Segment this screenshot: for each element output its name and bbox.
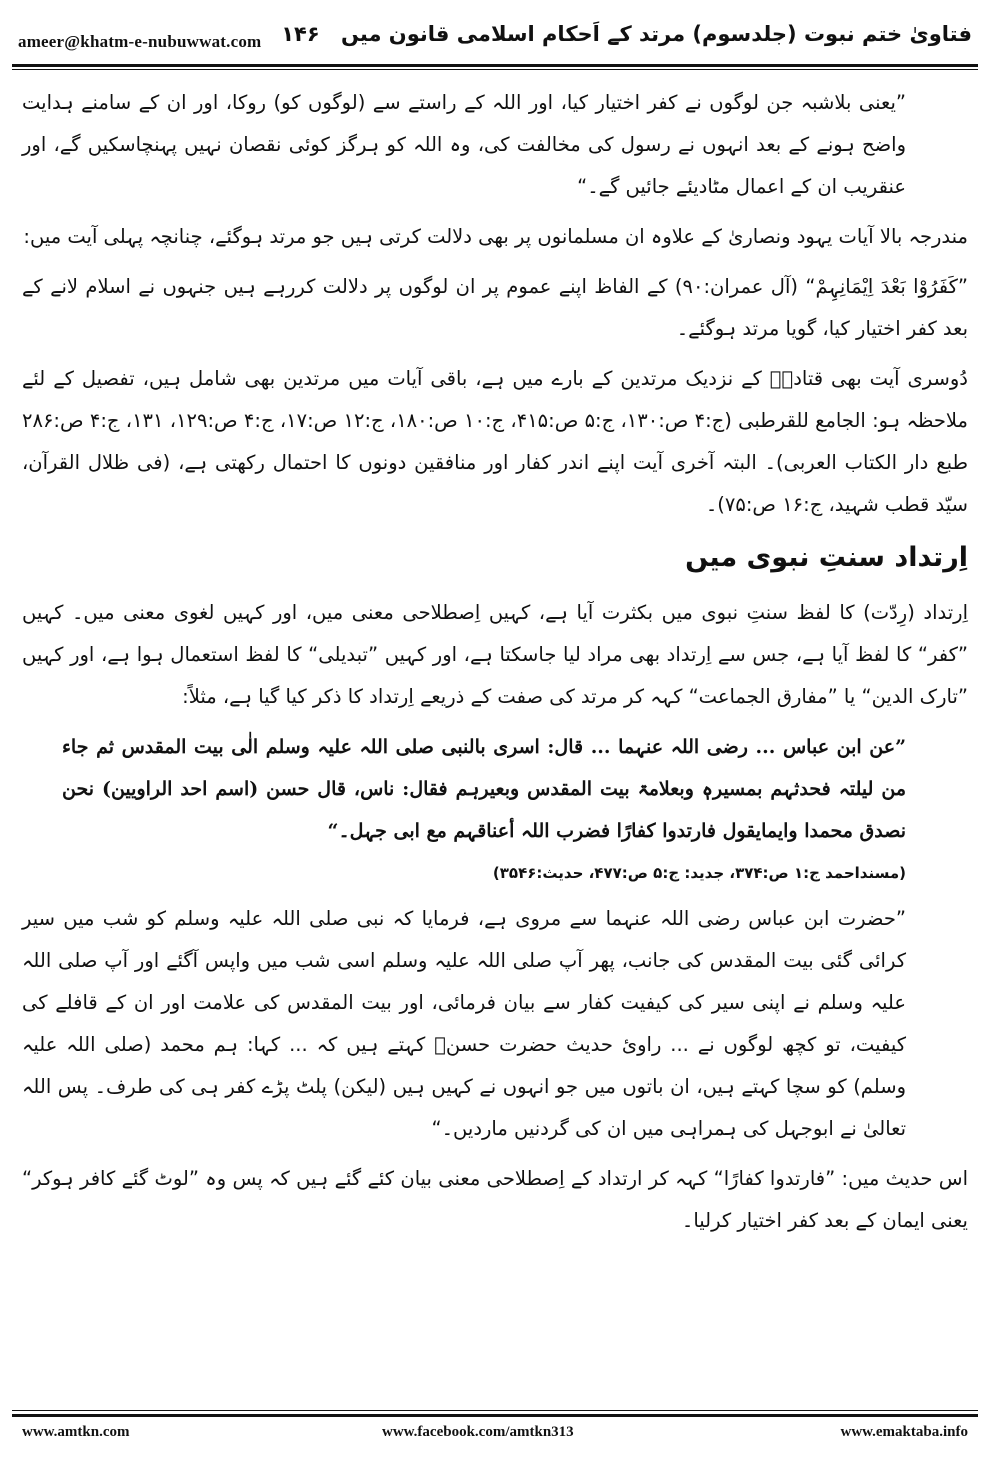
chapter-title: مرتد کے اَحکام اسلامی قانون میں bbox=[340, 22, 686, 46]
page-header bbox=[12, 22, 978, 62]
section-heading: اِرتداد سنتِ نبوی میں bbox=[685, 542, 968, 573]
page-number: ۱۴۶ bbox=[281, 22, 320, 46]
footer-link-amtkn[interactable]: www.amtkn.com bbox=[22, 1424, 130, 1440]
hadith-arabic-quote bbox=[22, 726, 968, 894]
header-rule-thick bbox=[12, 64, 978, 67]
header-rule-thin bbox=[12, 69, 978, 70]
page-body bbox=[22, 82, 968, 1250]
quranic-translation-paragraph: ”یعنی بلاشبہ جن لوگوں نے کفر اختیار کیا، اور اللہ کے راستے سے (لوگوں کو) روکا، اور ان کے سامنے ہدایت واضح ہونے کے بعد انہوں نے رسول کی مخالفت کی، وہ اللہ کو ہرگز کوئی نقصان نہیں پہنچاسکیں گے، اور عنقریب ان کے اعمال مٹادیئے جائیں گے۔“ bbox=[22, 91, 906, 198]
footer-link-facebook[interactable]: www.facebook.com/amtkn313 bbox=[382, 1424, 574, 1440]
commentary-paragraph-3: دُوسری آیت بھی قتادہؒ کے نزدیک مرتدین کے بارے میں ہے، باقی آیات میں مرتدین بھی شامل ہیں، تفصیل کے لئے ملاحظہ ہو: الجامع للقرطبی (ج:۴ ص:۱۳۰، ج:۵ ص:۴۱۵، ج:۱۰ ص:۱۸۰، ج:۱۲ ص:۱۷، ج:۴ ص:۱۲۹، ۱۳۱، ج:۴ ص:۲۸۶ طبع دار الکتاب العربی)۔ البتہ آخری آیت اپنے اندر کفار اور منافقین دونوں کا احتمال رکھتی ہے، (فی ظلال القرآن، سیّد قطب شہید، ج:۱۶ ص:۷۵)۔ bbox=[22, 367, 968, 516]
commentary-paragraph-1: مندرجہ بالا آیات یہود ونصاریٰ کے علاوہ ان مسلمانوں پر بھی دلالت کرتی ہیں جو مرتد ہوگئے، چنانچہ پہلی آیت میں: bbox=[23, 225, 968, 248]
hadith-translation-paragraph: ”حضرت ابن عباس رضی اللہ عنہما سے مروی ہے، فرمایا کہ نبی صلی اللہ علیہ وسلم کو شب میں سیر کرائی گئی بیت المقدس کی جانب، پھر آپ صلی اللہ علیہ وسلم اسی شب میں واپس آگئے اور آپ صلی اللہ علیہ وسلم نے اپنی سیر کی کیفیت کفار سے بیان فرمائی، اور بیت المقدس کی علامت اور ان کے قافلے کی کیفیت، تو کچھ لوگوں نے ... راویٔ حدیث حضرت حسنؒ کہتے ہیں کہ ... کہا: ہم محمد (صلی اللہ علیہ وسلم) کو سچا کہتے ہیں، ان باتوں میں جو انہوں نے کہیں ہیں (لیکن) پلٹ پڑے کفر ہی کی طرف۔ پس اللہ تعالیٰ نے ابوجہل کی ہمراہی میں ان کی گردنیں ماردیں۔“ bbox=[22, 907, 906, 1140]
section-intro-paragraph: اِرتداد (رِدّت) کا لفظ سنتِ نبوی میں بکثرت آیا ہے، کہیں اِصطلاحی معنی میں، اور کہیں لغوی معنی میں۔ کہیں ”کفر“ کا لفظ آیا ہے، جس سے اِرتداد بھی مراد لیا جاسکتا ہے، اور کہیں ”تبدیلی“ کا لفظ استعمال ہوا ہے، اور کہیں ”تارک الدین“ یا ”مفارق الجماعت“ کہہ کر مرتد کی صفت کے ذریعے اِرتداد کا ذکر کیا گیا ہے، مثلاً: bbox=[22, 601, 968, 708]
header-email: ameer@khatm-e-nubuwwat.com bbox=[18, 32, 262, 51]
footer-rule-thin bbox=[12, 1410, 978, 1411]
header-title bbox=[267, 22, 972, 46]
hadith-reference: (مسنداحمد ج:۱ ص:۳۷۴، جدید: ج:۵ ص:۴۷۷، حدیث:۳۵۴۶) bbox=[492, 864, 906, 882]
commentary-paragraph-2: ”کَفَرُوْا بَعْدَ اِیْمَانِہِمْ“ (آل عمران:۹۰) کے الفاظ اپنے عموم پر ان لوگوں پر دلالت کررہے ہیں جنہوں نے اسلام لانے کے بعد کفر اختیار کیا، گویا مرتد ہوگئے۔ bbox=[22, 275, 968, 340]
footer-link-emaktaba[interactable]: www.emaktaba.info bbox=[840, 1424, 968, 1440]
footer-rule-thick bbox=[12, 1414, 978, 1417]
concluding-paragraph: اس حدیث میں: ”فارتدوا کفارًا“ کہہ کر ارتداد کے اِصطلاحی معنی بیان کئے گئے ہیں کہ پس وہ ”لوٹ گئے کافر ہوکر“ یعنی ایمان کے بعد کفر اختیار کرلیا۔ bbox=[22, 1167, 968, 1232]
hadith-arabic-text: ”عن ابن عباس ... رضی اللہ عنہما ... قال: اسری بالنبی صلی اللہ علیہ وسلم الٰی بیت المقدس ثم جاء من لیلتہ فحدثہم بمسیرہٖ وبعلامۃ بیت المقدس وبعیرہم فقال: ناس، قال حسن (اسم احد الراویین) نحن نصدق محمدا وایمایقول فارتدوا کفارًا فضرب اللہ أعناقہم مع ابی جہل۔“ bbox=[62, 736, 906, 842]
book-title: فتاویٰ ختم نبوت (جلدسوم) bbox=[692, 22, 972, 46]
